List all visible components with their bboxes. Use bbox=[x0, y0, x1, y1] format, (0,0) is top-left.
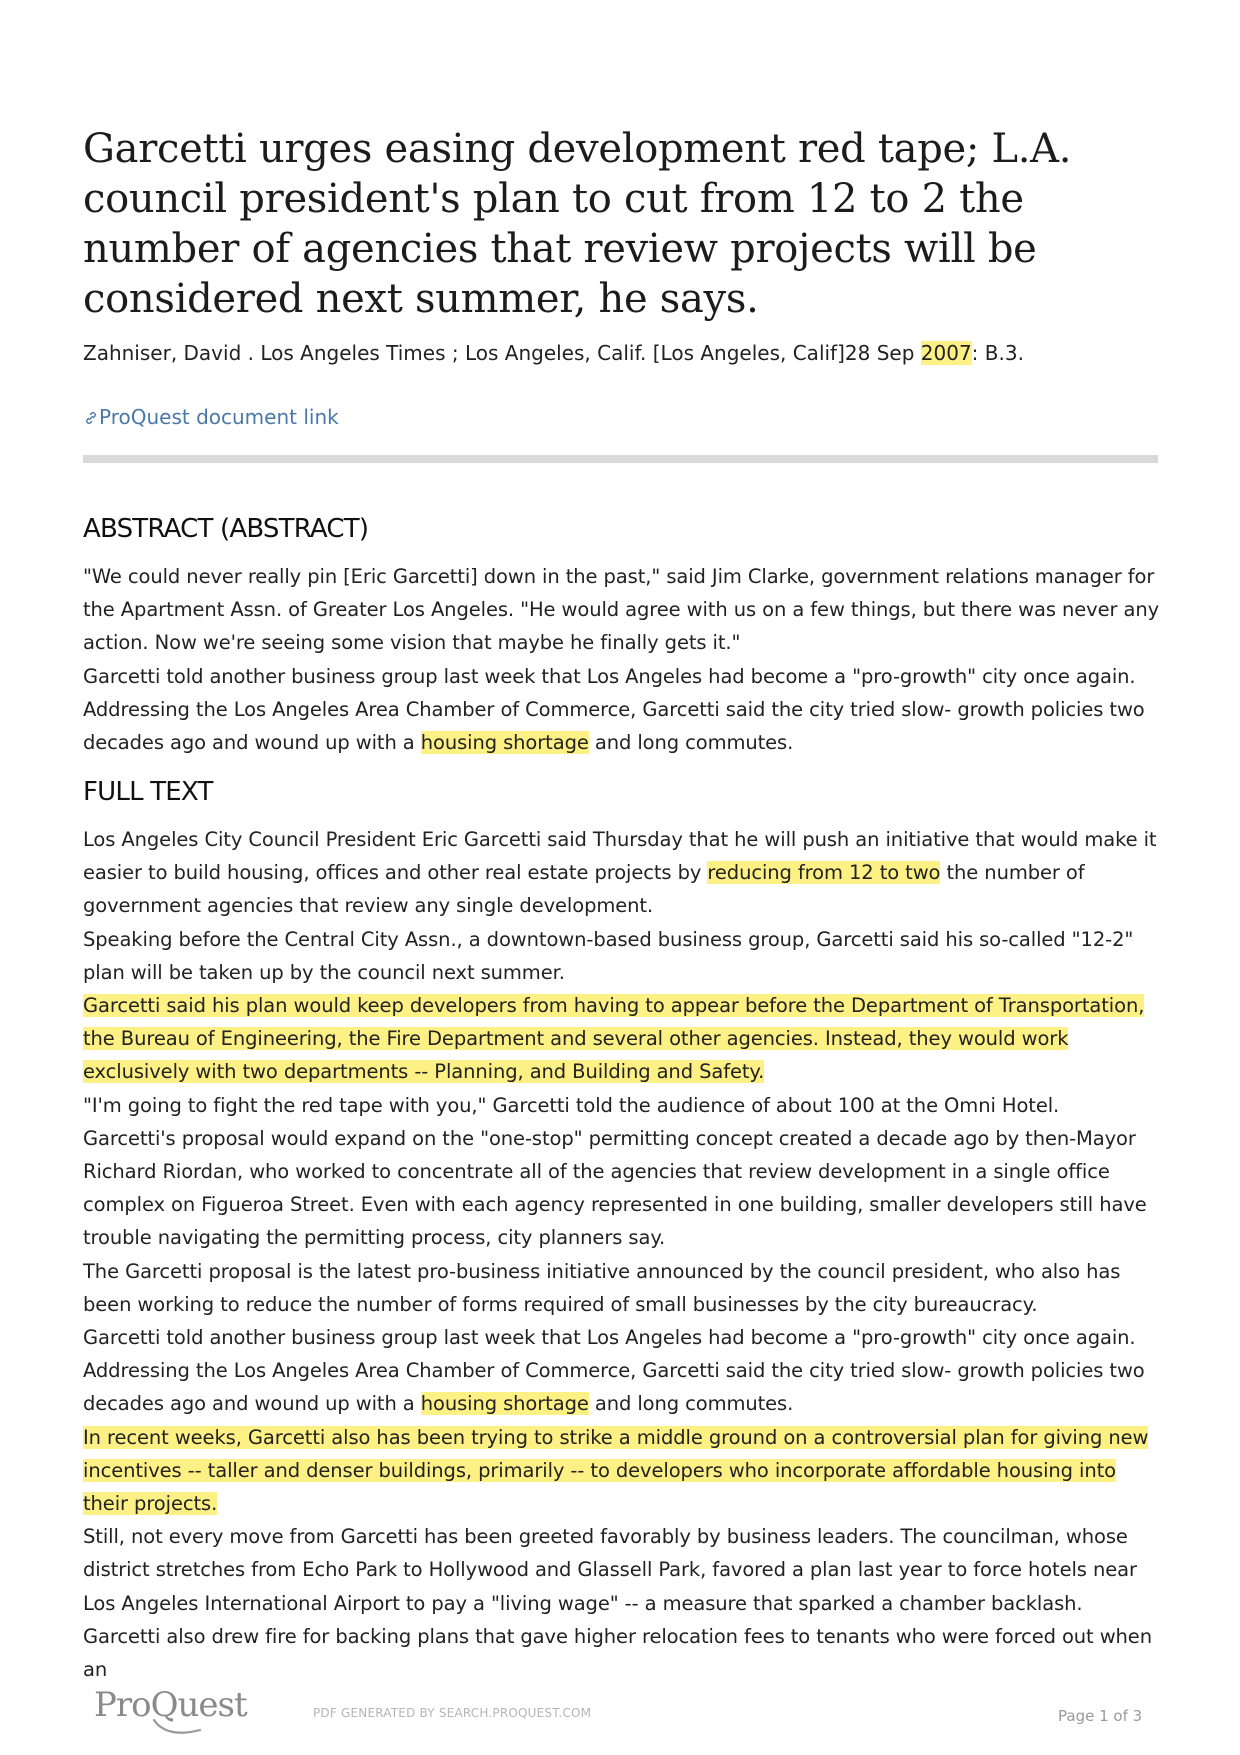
fulltext-paragraph bbox=[83, 1321, 1163, 1421]
fulltext-text: Los Angeles City Council President Eric Garcetti said Thursday that he will push an initiative that would make it easier to build housing, offices and other real estate projects by bbox=[83, 828, 1157, 885]
fulltext-text: and long commutes. bbox=[588, 1392, 794, 1416]
fulltext-heading: FULL TEXT bbox=[83, 777, 213, 807]
abstract-paragraph: "We could never really pin [Eric Garcetti] down in the past," said Jim Clarke, government relations manager for the Apartment Assn. of Greater Los Angeles. "He would agree with us on a few things, but there was never any action. Now we're seeing some vision that maybe he finally gets it." bbox=[83, 565, 1160, 655]
generated-by-label: PDF GENERATED BY SEARCH.PROQUEST.COM bbox=[313, 1706, 592, 1720]
page-number: Page 1 of 3 bbox=[1058, 1707, 1143, 1725]
fulltext-paragraph: "I'm going to fight the red tape with you," Garcetti told the audience of about 100 at the Omni Hotel. bbox=[83, 1093, 1060, 1117]
proquest-logo bbox=[92, 1680, 262, 1744]
fulltext-body bbox=[83, 823, 1163, 1686]
proquest-document-link[interactable] bbox=[83, 402, 339, 432]
fulltext-text: Garcetti told another business group last week that Los Angeles had become a "pro-growth" city once again. Addressing the Los Angeles Area Chamber of Commerce, Garcetti said the city tried slow- growth policies two decades ago and wound up with a bbox=[83, 1326, 1145, 1416]
citation bbox=[83, 338, 1183, 368]
abstract-body bbox=[83, 560, 1163, 759]
link-icon bbox=[83, 405, 99, 429]
abstract-paragraph bbox=[83, 660, 1163, 760]
link-label: ProQuest document link bbox=[99, 405, 339, 429]
fulltext-paragraph: Garcetti also drew fire for backing plans that gave higher relocation fees to tenants who were forced out when an bbox=[83, 1624, 1152, 1682]
fulltext-paragraph bbox=[83, 989, 1163, 1089]
fulltext-text: the number of government agencies that review any single development. bbox=[83, 861, 1085, 918]
fulltext-paragraph: Still, not every move from Garcetti has been greeted favorably by business leaders. The councilman, whose district stretches from Echo Park to Hollywood and Glassell Park, favored a plan last year to force hotels near Los Angeles International Airport to pay a "living wage" -- a measure that sparked a chamber backlash. bbox=[83, 1525, 1137, 1615]
citation-text: Zahniser, David . Los Angeles Times ; Los Angeles, Calif. [Los Angeles, Calif]28 Sep bbox=[83, 341, 921, 365]
citation-pages: : B.3. bbox=[971, 341, 1024, 365]
document-title: Garcetti urges easing development red tape; L.A. council president's plan to cut from 12 to 2 the number of agencies that review projects will be considered next summer, he says. bbox=[83, 126, 1072, 322]
fulltext-paragraph bbox=[83, 1421, 1163, 1521]
abstract-text: Garcetti told another business group last week that Los Angeles had become a "pro-growth" city once again. Addressing the Los Angeles Area Chamber of Commerce, Garcetti said the city tried slow- growth policies two decades ago and wound up with a bbox=[83, 664, 1145, 755]
fulltext-paragraph: Speaking before the Central City Assn., a downtown-based business group, Garcetti said his so-called "12-2" plan will be taken up by the council next summer. bbox=[83, 927, 1134, 984]
fulltext-paragraph: The Garcetti proposal is the latest pro-business initiative announced by the council president, who also has been working to reduce the number of forms required of small businesses by the city bureaucracy. bbox=[83, 1259, 1121, 1316]
fulltext-paragraph: Garcetti's proposal would expand on the "one-stop" permitting concept created a decade ago by then-Mayor Richard Riordan, who worked to concentrate all of the agencies that review development in a single office complex on Figueroa Street. Even with each agency represented in one building, smaller developers still have trouble navigating the permitting process, city planners say. bbox=[83, 1126, 1147, 1250]
highlight: Garcetti said his plan would keep developers from having to appear before the Department of Transportation, the Bureau of Engineering, the Fire Department and several other agencies. Instead, they would work exclusively with two departments -- Planning, and Building and Safety. bbox=[83, 994, 1145, 1084]
proquest-logo-text: ProQuest bbox=[94, 1685, 247, 1725]
highlight: housing shortage bbox=[420, 731, 589, 755]
section-divider bbox=[83, 455, 1158, 463]
highlight: reducing from 12 to two bbox=[707, 861, 941, 885]
fulltext-paragraph bbox=[83, 823, 1163, 923]
abstract-heading: ABSTRACT (ABSTRACT) bbox=[83, 514, 369, 544]
abstract-text: and long commutes. bbox=[588, 731, 794, 755]
highlight: In recent weeks, Garcetti also has been trying to strike a middle ground on a controversial plan for giving new incentives -- taller and denser buildings, primarily -- to developers who incorporate affordable housing into their projects. bbox=[83, 1425, 1149, 1516]
highlight: housing shortage bbox=[420, 1392, 589, 1416]
citation-year-highlight: 2007 bbox=[920, 341, 972, 365]
